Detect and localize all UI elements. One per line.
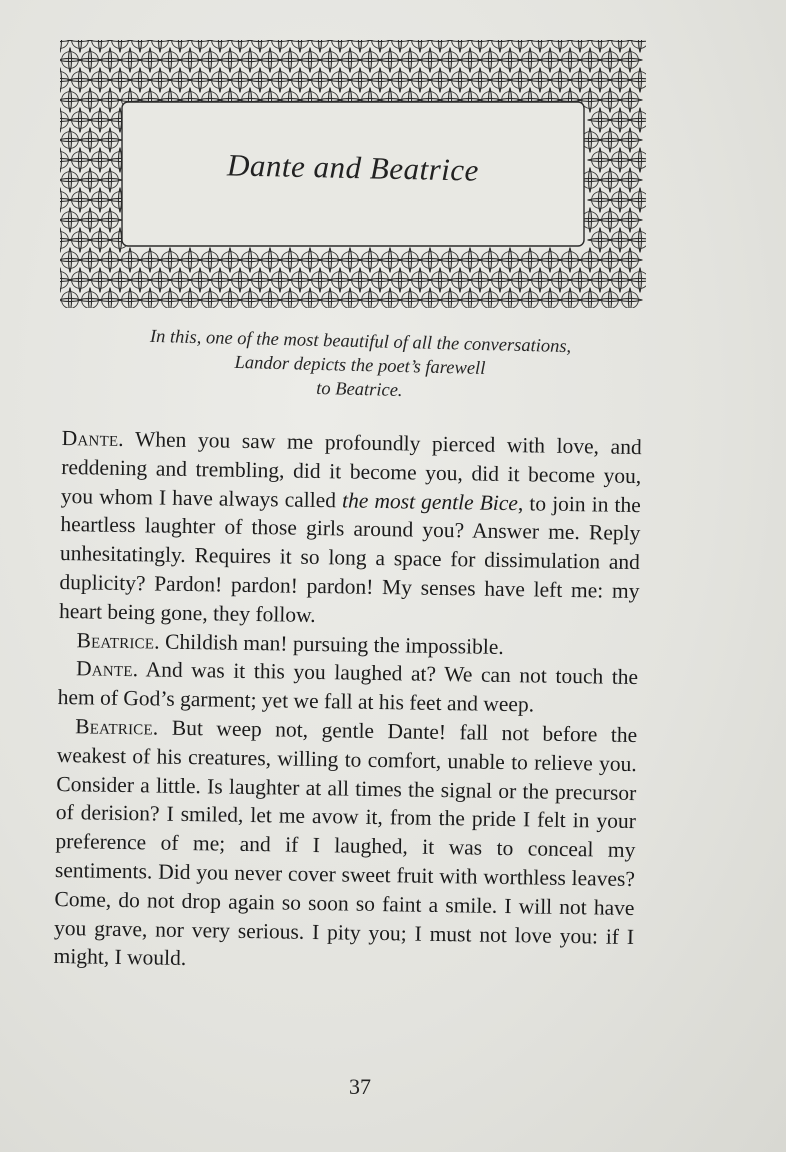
dialogue-paragraph-dante-1: [59, 424, 642, 635]
subtitle-line-2: Landor depicts the poet’s farewell: [234, 352, 486, 380]
chapter-title: Dante and Beatrice: [226, 147, 480, 188]
dialogue-text: Childish man! pursuing the impossible.: [159, 629, 504, 659]
dialogue-emphasis: the most gentle Bice: [341, 488, 519, 515]
dialogue-text: , to join in the heartless laughter of those girls around you? Answer me. Reply unhesitatingly. Requires it so long a space for dissimulation and duplicity? Pardon! pardon! pardon! My senses have left me: my heart being gone, they follow.: [58, 490, 641, 627]
speaker-dante: Dante.: [75, 656, 139, 682]
speaker-beatrice: Beatrice.: [76, 627, 160, 654]
ornamental-title-banner: [60, 40, 646, 308]
speaker-dante: Dante.: [61, 425, 125, 451]
speaker-beatrice: Beatrice.: [75, 714, 159, 740]
subtitle-line-1: In this, one of the most beautiful of all the conversations,: [149, 326, 572, 358]
page-number: 37: [349, 1074, 371, 1099]
dialogue-text: But weep not, gentle Dante! fall not before the weakest of his creatures, willing to comfort, unable to relieve you. Consider a little. Is laughter at all times the signal or the precursor of derision? I smiled, let me avow it, from the pride I felt in your preference of me; and if I laughed, it was to conceal my sentiments. Did you never cover sweet fruit with worthless leaves? Come, do not drop again so soon so faint a smile. I will not have you grave, nor very serious. I pity you; I must not love you: if I might, I would.: [53, 715, 638, 971]
dialogue-paragraph-dante-2: [57, 654, 638, 721]
dialogue-text: When you saw me profoundly pierced with love, and reddening and trembling, did it become you, did it become you, you whom I have always called: [60, 426, 642, 513]
chapter-subtitle: [79, 323, 641, 409]
dialogue-body: [53, 424, 642, 980]
dialogue-paragraph-beatrice-2: [53, 712, 637, 980]
subtitle-line-3: to Beatrice.: [316, 378, 403, 402]
dialogue-text: And was it this you laughed at? We can not touch the hem of God’s garment; yet we fall at his feet and weep.: [57, 657, 639, 717]
